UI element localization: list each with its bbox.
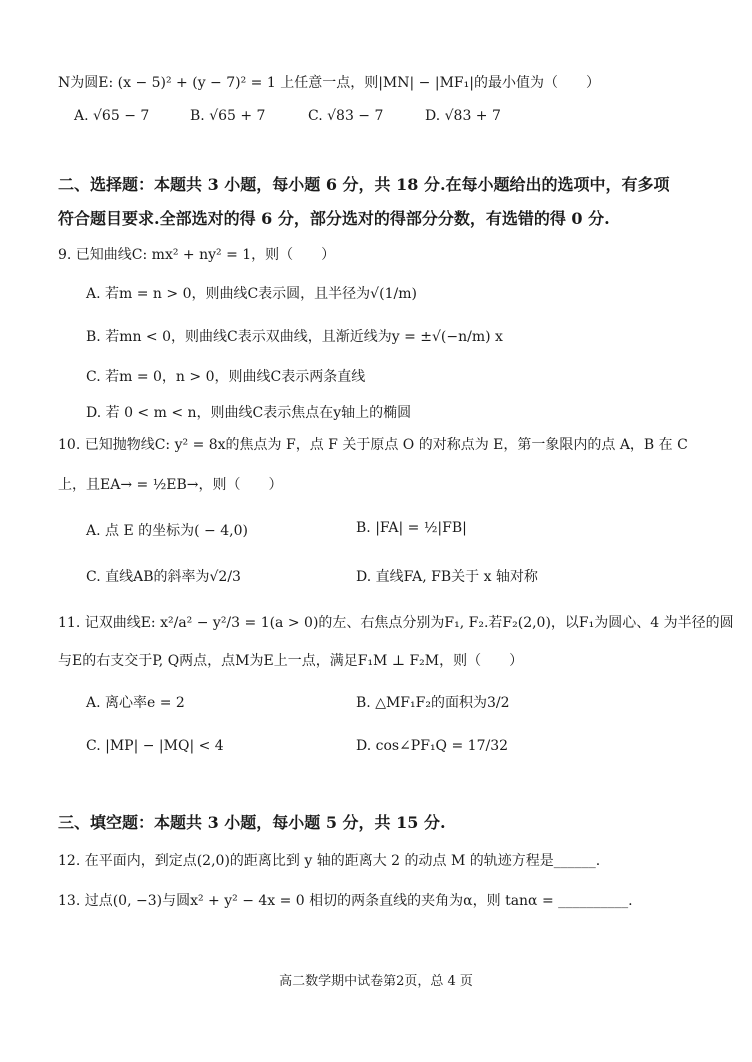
q9-option-c: C. 若m = 0，n > 0，则曲线C表示两条直线 <box>86 369 366 385</box>
q8-option-a: A. √65 − 7 <box>74 108 150 124</box>
question-11-stem-line2: 与E的右支交于P, Q两点，点M为E上一点，满足F₁M ⊥ F₂M，则（ ） <box>58 653 524 669</box>
q9-option-a: A. 若m = n > 0，则曲线C表示圆，且半径为√(1/m) <box>86 286 417 302</box>
q10-option-d: D. 直线FA, FB关于 x 轴对称 <box>356 569 538 585</box>
q9-option-d: D. 若 0 < m < n，则曲线C表示焦点在y轴上的椭圆 <box>86 405 412 421</box>
q10-option-c: C. 直线AB的斜率为√2/3 <box>86 569 241 585</box>
question-13: 13. 过点(0, −3)与圆x² + y² − 4x = 0 相切的两条直线的夹角为α，则 tanα = __________. <box>58 893 633 909</box>
q8-option-d: D. √83 + 7 <box>425 108 501 124</box>
question-11-stem-line1: 11. 记双曲线E: x²/a² − y²/3 = 1(a > 0)的左、右焦点分别为F₁, F₂.若F₂(2,0)，以F₁为圆心、4 为半径的圆 <box>58 615 734 631</box>
section-2-heading-line1: 二、选择题：本题共 3 小题，每小题 6 分，共 18 分.在每小题给出的选项中，有多项 <box>58 175 670 194</box>
section-3-heading: 三、填空题：本题共 3 小题，每小题 5 分，共 15 分. <box>58 813 446 832</box>
page-footer: 高二数学期中试卷第2页，总 4 页 <box>279 974 473 989</box>
question-10-stem-line2: 上，且EA→ = ½EB→，则（ ） <box>58 477 283 493</box>
question-12: 12. 在平面内，到定点(2,0)的距离比到 y 轴的距离大 2 的动点 M 的轨迹方程是______. <box>58 853 601 869</box>
q8-option-b: B. √65 + 7 <box>190 108 266 124</box>
q10-option-a: A. 点 E 的坐标为( − 4,0) <box>86 523 248 539</box>
q10-option-b: B. |FA| = ½|FB| <box>356 520 467 536</box>
question-10-stem-line1: 10. 已知抛物线C: y² = 8x的焦点为 F，点 F 关于原点 O 的对称点为 E，第一象限内的点 A，B 在 C <box>58 437 688 453</box>
q11-option-b: B. △MF₁F₂的面积为3/2 <box>356 695 510 711</box>
q8-option-c: C. √83 − 7 <box>308 108 384 124</box>
question-9-stem: 9. 已知曲线C: mx² + ny² = 1，则（ ） <box>58 247 336 263</box>
q11-option-d: D. cos∠PF₁Q = 17/32 <box>356 738 509 754</box>
q11-option-c: C. |MP| − |MQ| < 4 <box>86 738 224 754</box>
q11-option-a: A. 离心率e = 2 <box>86 695 185 711</box>
q9-option-b: B. 若mn < 0，则曲线C表示双曲线，且渐近线为y = ±√(−n/m) x <box>86 329 503 345</box>
section-2-heading-line2: 符合题目要求.全部选对的得 6 分，部分选对的得部分分数，有选错的得 0 分. <box>58 209 610 228</box>
question-8-tail: N为圆E: (x − 5)² + (y − 7)² = 1 上任意一点，则|MN| − |MF₁|的最小值为（ ） <box>58 75 600 91</box>
